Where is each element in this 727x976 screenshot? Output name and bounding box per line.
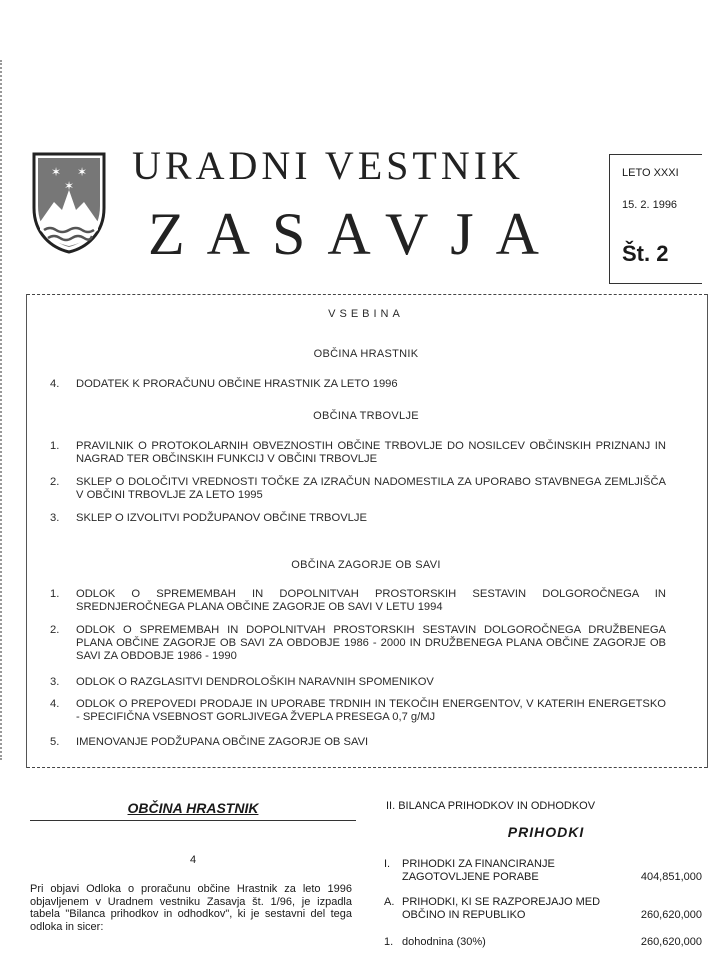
coat-of-arms-icon (30, 150, 108, 254)
item-number: 5. (50, 736, 60, 748)
year-label: LETO XXXI (622, 167, 679, 179)
issue-date: 15. 2. 1996 (622, 199, 678, 211)
row-number: 1. (384, 936, 394, 948)
section-heading: OBČINA ZAGORJE OB SAVI (291, 559, 441, 571)
income-heading: PRIHODKI (507, 824, 585, 840)
divider (27, 767, 707, 768)
issue-number: Št. 2 (622, 241, 669, 266)
item-text: IMENOVANJE PODŽUPANA OBČINE ZAGORJE OB SAVI (76, 736, 369, 748)
item-number: 2. (50, 624, 60, 636)
item-number: 1. (50, 440, 60, 452)
item-number: 4. (50, 378, 60, 390)
item-text: SKLEP O DOLOČITVI VREDNOSTI TOČKE ZA IZRAČUN NADOMESTILA ZA UPORABO STAVBNEGA ZEMLJIŠČA V OBČINI TRBOVLJE ZA LETO 1995 (76, 476, 666, 501)
masthead-subtitle: ZASAVJA (148, 201, 561, 267)
item-number: 1. (50, 588, 60, 600)
masthead-title: URADNI VESTNIK (132, 143, 524, 188)
item-text: PRAVILNIK O PROTOKOLARNIH OBVEZNOSTIH OBČINE TRBOVLJE DO NOSILCEV OBČINSKIH PRIZNANJ IN NAGRAD TER OBČINSKIH FUNKCIJ V OBČINI TRBOVLJE (76, 440, 666, 465)
item-text: ODLOK O SPREMEMBAH IN DOPOLNITVAH PROSTORSKIH SESTAVIN DOLGOROČNEGA DRUŽBENEGA PLANA OBČINE ZAGORJE OB SAVI ZA OBDOBJE 1986 - 2000 IN DRUŽBENEGA PLANA OBČINE ZAGORJE OB SAVI ZA OBDOBJE 1986 - 1990 (76, 624, 666, 662)
item-text: SKLEP O IZVOLITVI PODŽUPANOV OBČINE TRBOVLJE (76, 512, 367, 524)
row-value: 260,620,000 (640, 909, 702, 921)
row-number: I. (384, 858, 391, 870)
svg-text:✶: ✶ (63, 179, 75, 193)
svg-text:✶: ✶ (50, 165, 62, 179)
item-number: 2. (50, 476, 60, 488)
section-heading: OBČINA HRASTNIK (313, 348, 419, 360)
item-text: ODLOK O RAZGLASITVI DENDROLOŠKIH NARAVNIH SPOMENIKOV (76, 676, 434, 688)
row-number: A. (384, 896, 395, 908)
item-text: ODLOK O PREPOVEDI PRODAJE IN UPORABE TRDNIH IN TEKOČIH ENERGENTOV, V KATERIH ENERGETSKO - SPECIFIČNA VSEBNOST GORLJIVEGA ŽVEPLA PRESEGA 0,7 g/MJ (76, 698, 666, 723)
balance-heading: II. BILANCA PRIHODKOV IN ODHODKOV (386, 800, 596, 812)
row-label: PRIHODKI ZA FINANCIRANJE ZAGOTOVLJENE PORABE (402, 858, 555, 883)
row-value: 260,620,000 (640, 936, 702, 948)
scan-edge-marks (0, 60, 6, 760)
issue-info-box (609, 154, 702, 284)
contents-heading: VSEBINA (328, 308, 404, 320)
divider (27, 294, 707, 295)
body-paragraph: Pri objavi Odloka o proračunu občine Hrastnik za leto 1996 objavljenem v Uradnem vestniku Zasavja št. 1/96, je izpadla tabela "Bilanca prihodkov in odhodkov", ki je sestavni del tega odloka in sicer: (30, 883, 352, 933)
item-text: ODLOK O SPREMEMBAH IN DOPOLNITVAH PROSTORSKIH SESTAVIN DOLGOROČNEGA IN SREDNJEROČNEGA PLANA OBČINE ZAGORJE OB SAVI V LETU 1994 (76, 588, 666, 613)
item-text: DODATEK K PRORAČUNU OBČINE HRASTNIK ZA LETO 1996 (76, 378, 398, 390)
row-value: 404,851,000 (640, 871, 702, 883)
item-number: 3. (50, 512, 60, 524)
svg-text:✶: ✶ (76, 165, 88, 179)
section-title: OBČINA HRASTNIK (127, 800, 259, 816)
divider (30, 820, 356, 821)
row-label: PRIHODKI, KI SE RAZPOREJAJO MED OBČINO IN REPUBLIKO (402, 896, 601, 921)
contents-box (26, 294, 708, 768)
section-heading: OBČINA TRBOVLJE (313, 410, 419, 422)
row-label: dohodnina (30%) (402, 936, 486, 948)
item-number: 3. (50, 676, 60, 688)
item-number: 4. (50, 698, 60, 710)
article-number: 4 (189, 854, 197, 866)
